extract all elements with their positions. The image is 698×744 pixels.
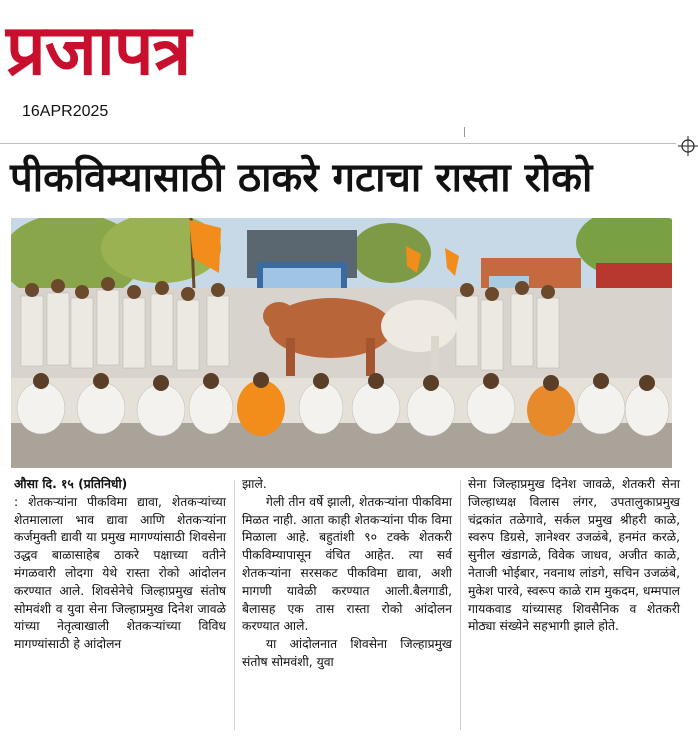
crop-tick xyxy=(464,127,465,137)
article-text: या आंदोलनात शिवसेना जिल्हाप्रमुख संतोष सोमवंशी, युवा xyxy=(242,637,452,669)
article-column-2 xyxy=(242,476,452,672)
headline: पीकविम्यासाठी ठाकरे गटाचा रास्ता रोको xyxy=(10,155,593,201)
dateline: औसा दि. १५ (प्रतिनिधी) xyxy=(14,477,128,491)
article-text: : शेतकऱ्यांना पीकविमा द्यावा, शेतकऱ्यांच्या शेतमालाला भाव द्यावा आणि शेतकऱ्यांना कर्जमुक्ती द्यावी या प्रमुख मागण्यांसाठी शिवसेना उद्धव बाळासाहेब ठाकरे पक्षाच्या वतीने मंगळवारी लोदगा येथे रास्ता रोको आंदोलन करण्यात आले. शिवसेनेचे जिल्हाप्रमुख संतोष सोमवंशी व युवा सेना जिल्हाप्रमुख दिनेश जावळे यांच्या नेतृत्वाखाली शेतकऱ्यांच्या विविध मागण्यांसाठी हे आंदोलन xyxy=(14,494,226,652)
article-text: झाले. xyxy=(242,477,267,491)
news-photo xyxy=(11,218,672,468)
article-column-3 xyxy=(468,476,680,636)
publication-date: 16APR2025 xyxy=(22,103,109,120)
article-text: गेली तीन वर्षे झाली, शेतकऱ्यांना पीकविमा मिळत नाही. आता काही शेतकऱ्यांना पीक विमा मिळाला आहे. बहुतांशी ९० टक्के शेतकरी पीकविम्यापासून वंचित आहेत. त्या सर्व शेतकऱ्यांना सरसकट पीकविमा द्यावा, अशी मागणी यावेळी करण्यात आली.बैलगाडी, बैलासह एक तास रास्ता रोको आंदोलन करण्यात आले. xyxy=(242,494,452,634)
masthead-logo: प्रजापत्र xyxy=(6,9,191,91)
column-divider xyxy=(234,480,235,730)
top-rule xyxy=(0,143,676,144)
article-column-1 xyxy=(14,476,226,654)
article-text: सेना जिल्हाप्रमुख दिनेश जावळे, शेतकरी सेना जिल्हाध्यक्ष विलास लंगर, उपतालुकाप्रमुख चंद्रकांत तळेगावे, सर्कल प्रमुख श्रीहरी काळे, स्वरुप डिग्रसे, ज्ञानेश्वर उजळंबे, हनमंत करळे, सुनील खंडागळे, विवेक जाधव, अजीत काळे, नेताजी भोईबार, नवनाथ लांडगे, सचिन उजळंबे, मुकेश पारवे, स्वरूप काळे राम मुकदम, धम्मपाल गायकवाड यांच्यासह शिवसैनिक व शेतकरी मोठ्या संख्येने सहभागी झाले होते. xyxy=(468,477,680,634)
crosshair-icon xyxy=(678,136,698,156)
column-divider xyxy=(460,480,461,730)
